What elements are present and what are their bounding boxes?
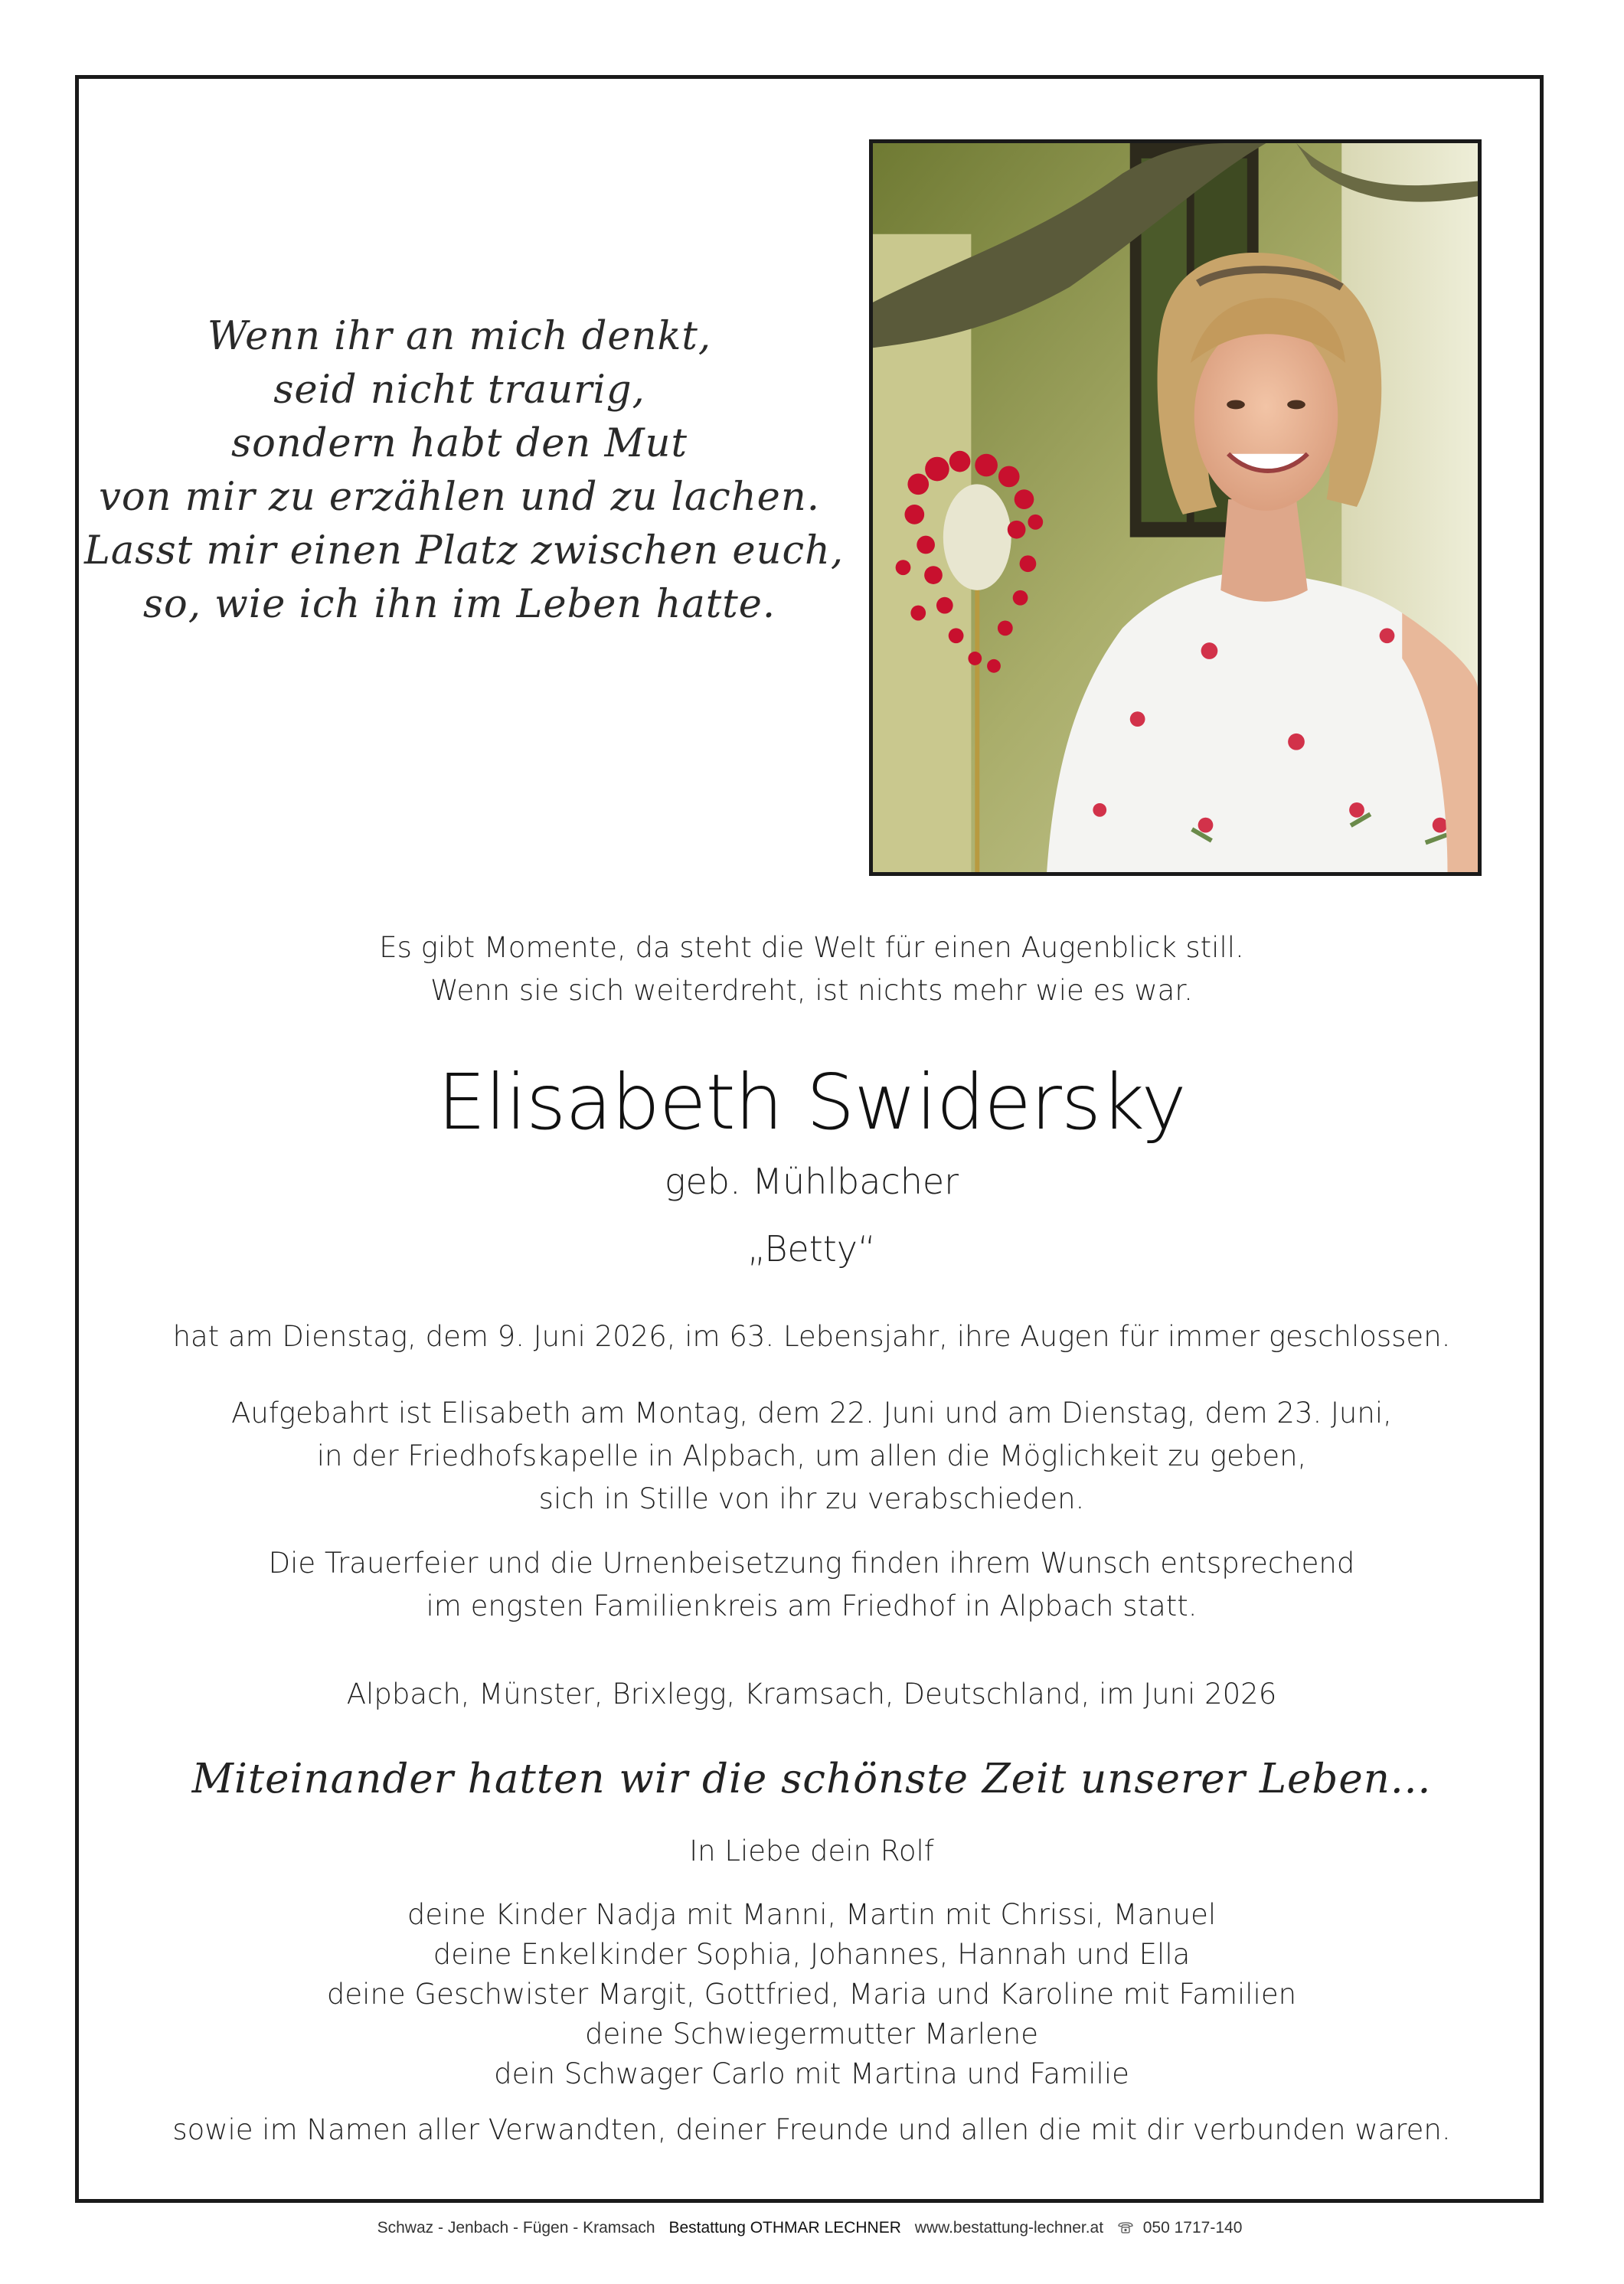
closing-text: sowie im Namen aller Verwandten, deiner Freunde und allen die mit dir verbunden waren. — [172, 2113, 1451, 2146]
family-line: dein Schwager Carlo mit Martina und Familie — [494, 2057, 1129, 2090]
footer-company: Bestattung OTHMAR LECHNER — [668, 2219, 901, 2237]
poem — [84, 310, 845, 632]
family-line: deine Schwiegermutter Marlene — [585, 2018, 1038, 2050]
poem-line: Wenn ihr an mich denkt, — [207, 314, 712, 359]
footer-locations: Schwaz - Jenbach - Fügen - Kramsach — [377, 2219, 655, 2237]
footer — [0, 2219, 1624, 2237]
intro-text — [84, 926, 1539, 1012]
love-signature: In Liebe dein Rolf — [689, 1835, 934, 1867]
death-notice: hat am Dienstag, dem 9. Juni 2026, im 63. Lebensjahr, ihre Augen für immer geschlossen. — [172, 1320, 1451, 1353]
funeral-line: im engsten Familienkreis am Friedhof in Alpbach statt. — [426, 1590, 1198, 1622]
intro-line: Wenn sie sich weiterdreht, ist nichts mehr wie es war. — [430, 974, 1193, 1007]
motto: Miteinander hatten wir die schönste Zeit unserer Leben... — [191, 1756, 1432, 1802]
family-line: deine Enkelkinder Sophia, Johannes, Hannah und Ella — [433, 1938, 1191, 1971]
family-list — [84, 1895, 1539, 2094]
portrait-illustration — [873, 143, 1478, 872]
funeral-line: Die Trauerfeier und die Urnenbeisetzung finden ihrem Wunsch entsprechend — [268, 1547, 1355, 1580]
phone-icon — [1117, 2222, 1134, 2234]
place-date: Alpbach, Münster, Brixlegg, Kramsach, Deutschland, im Juni 2026 — [346, 1678, 1277, 1711]
nickname: „Betty“ — [747, 1228, 876, 1269]
poem-line: so, wie ich ihn im Leben hatte. — [142, 582, 776, 627]
family-line: deine Geschwister Margit, Gottfried, Maria und Karoline mit Familien — [326, 1978, 1297, 2011]
funeral-text — [84, 1542, 1539, 1628]
birth-name: geb. Mühlbacher — [664, 1161, 959, 1202]
footer-phone-number: 050 1717-140 — [1142, 2219, 1243, 2237]
laying-out-line: in der Friedhofskapelle in Alpbach, um allen die Möglichkeit zu geben, — [316, 1439, 1307, 1472]
poem-line: seid nicht traurig, — [273, 368, 645, 413]
intro-line: Es gibt Momente, da steht die Welt für einen Augenblick still. — [379, 931, 1244, 964]
deceased-name: Elisabeth Swidersky — [437, 1057, 1186, 1147]
footer-website[interactable]: www.bestattung-lechner.at — [914, 2219, 1104, 2237]
laying-out-line: Aufgebahrt ist Elisabeth am Montag, dem 22. Juni und am Dienstag, dem 23. Juni, — [231, 1397, 1392, 1430]
poem-line: sondern habt den Mut — [230, 421, 688, 466]
poem-line: von mir zu erzählen und zu lachen. — [99, 475, 820, 520]
portrait-photo — [869, 139, 1482, 876]
poem-line: Lasst mir einen Platz zwischen euch, — [84, 528, 845, 573]
laying-out-line: sich in Stille von ihr zu verabschieden. — [538, 1482, 1085, 1515]
footer-phone — [1117, 2219, 1247, 2237]
laying-out-text — [84, 1392, 1539, 1521]
family-line: deine Kinder Nadja mit Manni, Martin mit Chrissi, Manuel — [407, 1898, 1217, 1931]
